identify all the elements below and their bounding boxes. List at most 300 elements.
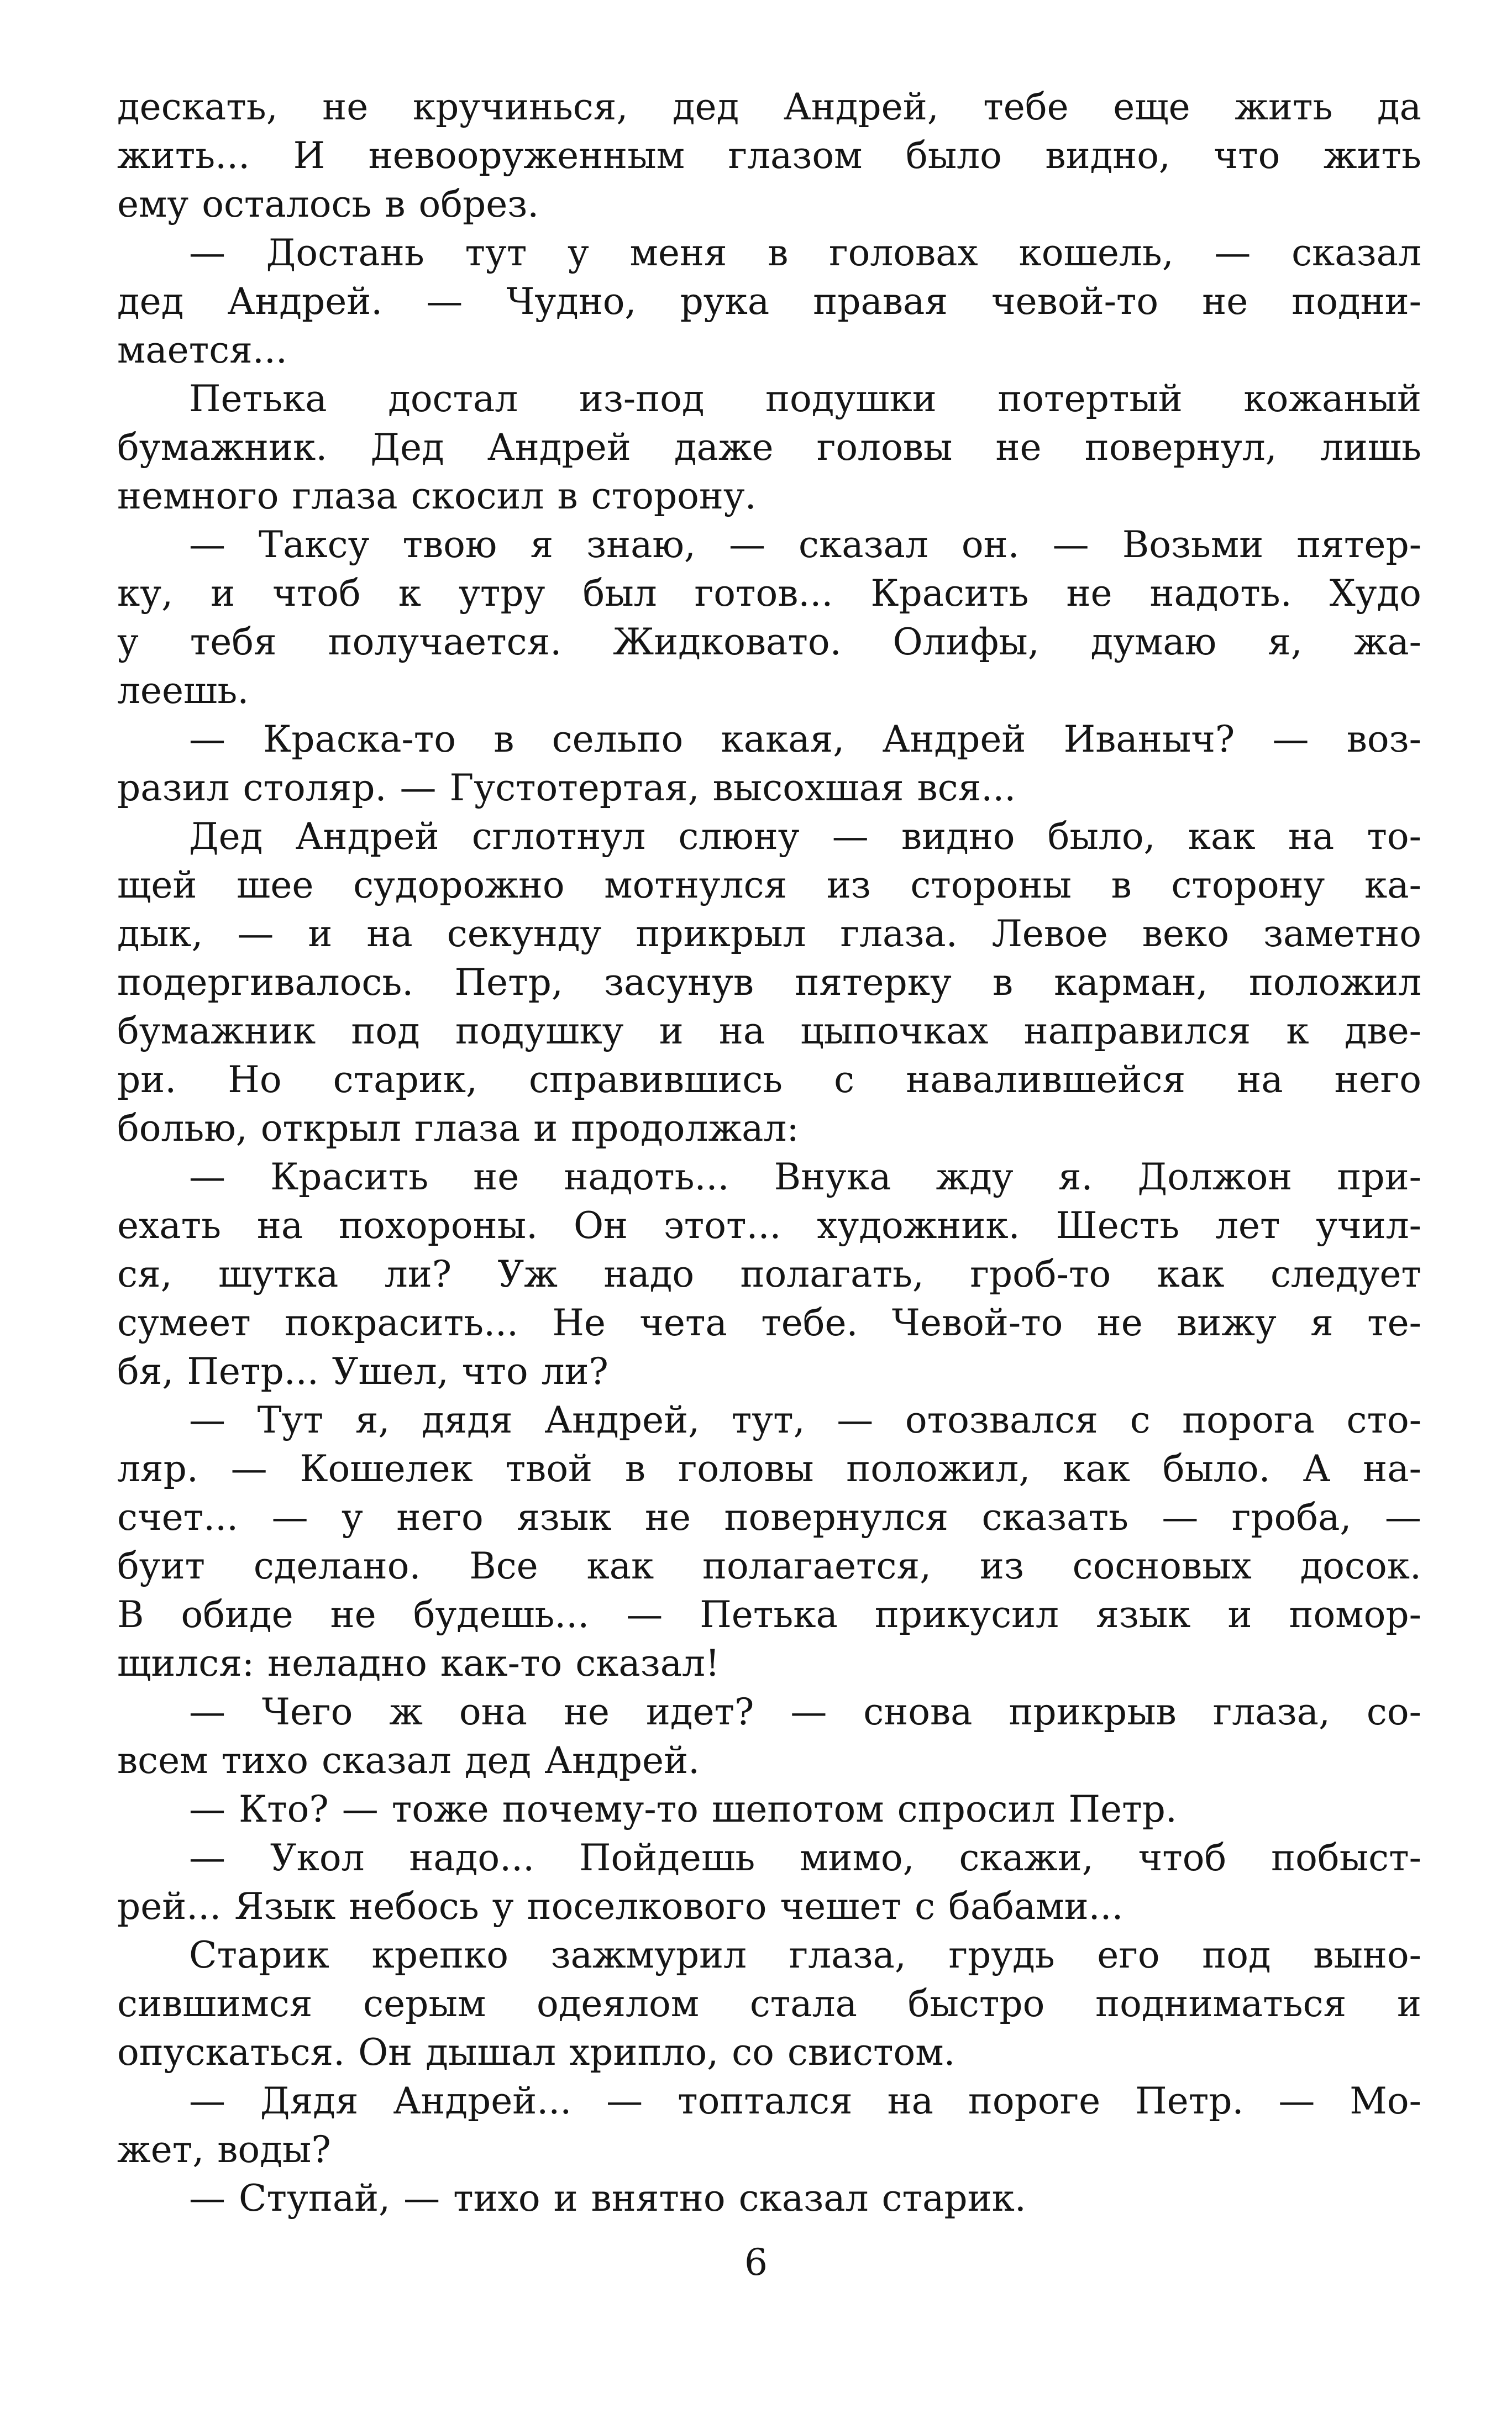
word: крепко (371, 1934, 509, 1976)
word: со- (1366, 1691, 1421, 1733)
word: неладно (267, 1642, 427, 1685)
word: — (1272, 718, 1309, 760)
word: — (189, 1788, 225, 1830)
word: твою (402, 523, 497, 566)
word: было, (1047, 815, 1156, 858)
word: Петр. (1068, 1788, 1177, 1830)
text-line (117, 2126, 1421, 2174)
word: утру (459, 572, 545, 615)
word: из (979, 1545, 1024, 1587)
text-line (117, 1153, 1421, 1202)
word: она (459, 1691, 527, 1733)
word: Пойдешь (579, 1837, 755, 1879)
text-line (117, 812, 1421, 861)
text-line (117, 910, 1421, 958)
word: быстро (907, 1982, 1045, 2025)
word: даже (674, 426, 774, 469)
word: воды? (217, 2128, 331, 2171)
word: меня (629, 232, 727, 274)
text-line (117, 1250, 1421, 1299)
word: и (1227, 1593, 1252, 1636)
word: Достань (266, 232, 424, 274)
word: дядя (421, 1399, 513, 1441)
word: ку, (117, 572, 174, 615)
word: Язык (234, 1885, 336, 1928)
word: чешет (780, 1885, 902, 1928)
word: Кошелек (300, 1447, 473, 1490)
word: дед (672, 86, 739, 128)
word: покрасить... (285, 1302, 519, 1344)
word: одеялом (537, 1982, 700, 2025)
word: рей... (117, 1885, 222, 1928)
text-line (117, 2174, 1421, 2223)
word: пороге (968, 2080, 1101, 2122)
word: то- (1367, 815, 1421, 858)
word: Андрей (487, 426, 631, 469)
word: не (563, 1691, 610, 1733)
word: Чего (261, 1691, 353, 1733)
word: тебя (190, 621, 277, 663)
text-line (117, 1056, 1421, 1104)
word: глаза (414, 1107, 521, 1150)
word: глаза, (789, 1934, 906, 1976)
word: кожаный (1243, 377, 1421, 420)
word: жду (936, 1156, 1014, 1198)
text-line (117, 861, 1421, 910)
word: осталось (202, 183, 372, 225)
word: Андрей, (544, 1399, 700, 1441)
word: сказать (981, 1496, 1128, 1539)
word: Петька (189, 377, 327, 420)
word: открыл (260, 1107, 401, 1150)
word: положил (1248, 961, 1421, 1004)
word: потертый (998, 377, 1183, 420)
word: знаю, (586, 523, 696, 566)
word: всем (117, 1739, 208, 1782)
word: будешь... (413, 1593, 590, 1636)
word: — (837, 1399, 874, 1441)
word: подушку (455, 1010, 624, 1052)
word: те- (1367, 1302, 1421, 1344)
word: — (790, 1691, 827, 1733)
word: сто- (1346, 1399, 1421, 1441)
word: Красить (270, 1156, 429, 1198)
word: пятерку (795, 961, 952, 1004)
word: Петр. (1135, 2080, 1244, 2122)
word: сказал (799, 523, 928, 566)
word: сельпо (552, 718, 684, 760)
word: не (995, 426, 1042, 469)
word: стала (749, 1982, 857, 2025)
word: на (256, 1204, 303, 1247)
word: сказал (738, 2177, 869, 2220)
text-line (117, 1591, 1421, 1639)
word: язык (517, 1496, 612, 1539)
text-line (117, 326, 1421, 375)
word: не (1202, 280, 1248, 323)
text-line (117, 1347, 1421, 1396)
word: при- (1337, 1156, 1421, 1198)
word: у (492, 1885, 514, 1928)
word: Андрей... (393, 2080, 572, 2122)
text-line (117, 1688, 1421, 1737)
word: на (887, 2080, 933, 2122)
word: — (271, 1496, 308, 1539)
text-line (117, 958, 1421, 1007)
word: мимо, (800, 1837, 915, 1879)
word: правая (813, 280, 948, 323)
word: учил- (1316, 1204, 1421, 1247)
word: его (1097, 1934, 1160, 1976)
word: отозвался (905, 1399, 1098, 1441)
text-line (117, 2028, 1421, 2077)
word: лишь (1320, 426, 1421, 469)
word: Тут (257, 1399, 324, 1441)
word: А (1303, 1447, 1331, 1490)
word: — (403, 2177, 440, 2220)
word: ему (117, 183, 189, 225)
word: буит (117, 1545, 206, 1587)
text-line (117, 1445, 1421, 1493)
word: бабами... (948, 1885, 1124, 1928)
word: в (385, 183, 406, 225)
word: него (396, 1496, 484, 1539)
word: — (189, 1156, 225, 1198)
word: головы (816, 426, 953, 469)
word: бумажник (117, 1010, 316, 1052)
word: у (117, 621, 139, 663)
word: ка- (1364, 864, 1421, 906)
word: Шесть (1056, 1204, 1180, 1247)
word: Но (228, 1058, 282, 1101)
word: веко (1142, 912, 1229, 955)
word: продолжал: (571, 1107, 799, 1150)
word: старик. (881, 2177, 1026, 2220)
word: — (400, 767, 437, 809)
word: глаза. (840, 912, 958, 955)
word: заметно (1263, 912, 1421, 955)
word: надоть. (1149, 572, 1292, 615)
word: на (1237, 1058, 1283, 1101)
word: старик, (333, 1058, 477, 1101)
text-line (117, 1542, 1421, 1591)
word: следует (1270, 1253, 1421, 1295)
word: гроба, (1231, 1496, 1352, 1539)
word: леешь. (117, 669, 249, 712)
word: выно- (1313, 1934, 1421, 1976)
word: было. (1162, 1447, 1271, 1490)
word: в (494, 718, 514, 760)
word: — (1052, 523, 1089, 566)
word: дык, (117, 912, 203, 955)
word: — (230, 1447, 267, 1490)
word: судорожно (353, 864, 565, 906)
word: ехать (117, 1204, 222, 1247)
word: грудь (948, 1934, 1055, 1976)
word: сившимся (117, 1982, 313, 2025)
word: серым (363, 1982, 486, 2025)
word: готов... (694, 572, 833, 615)
word: щился: (117, 1642, 255, 1685)
text-line (117, 180, 1421, 229)
word: Внука (774, 1156, 891, 1198)
word: Он (358, 2031, 413, 2074)
word: — (189, 1837, 225, 1879)
word: жет, (117, 2128, 204, 2171)
word: Красить (870, 572, 1029, 615)
word: Дядя (260, 2080, 359, 2122)
word: свистом. (787, 2031, 956, 2074)
word: у (342, 1496, 363, 1539)
word: невооруженным (368, 134, 685, 177)
word: под (1202, 1934, 1271, 1976)
word: к (1286, 1010, 1309, 1052)
word: Он (573, 1204, 628, 1247)
text-line (117, 1882, 1421, 1931)
word: — (189, 718, 225, 760)
word: сторону (1171, 864, 1325, 906)
word: чета (639, 1302, 727, 1344)
word: счет... (117, 1496, 239, 1539)
word: глаза, (1212, 1691, 1330, 1733)
word: как (1157, 1253, 1225, 1295)
text-line (117, 1834, 1421, 1882)
word: В (117, 1593, 144, 1636)
word: слюну (678, 815, 800, 858)
word: не (645, 1496, 691, 1539)
word: немного (117, 475, 279, 517)
word: Должон (1137, 1156, 1293, 1198)
word: справившись (529, 1058, 783, 1101)
word: жа- (1353, 621, 1421, 663)
word: Старик (189, 1934, 329, 1976)
word: дескать, (117, 86, 278, 128)
word: полагается, (702, 1545, 932, 1587)
word: думаю (1090, 621, 1217, 663)
word: — (1214, 232, 1251, 274)
word: что (1214, 134, 1280, 177)
word: головах (829, 232, 978, 274)
word: я (1310, 1302, 1334, 1344)
word: Краска-то (263, 718, 456, 760)
word: дед (464, 1739, 532, 1782)
word: — (426, 280, 463, 323)
word: и (211, 572, 235, 615)
word: стороны (910, 864, 1072, 906)
word: повернул, (1084, 426, 1277, 469)
word: со (732, 2031, 774, 2074)
word: сторону. (591, 475, 757, 517)
word: тут, (731, 1399, 805, 1441)
text-line (117, 1980, 1421, 2028)
word: Андрей, (783, 86, 939, 128)
word: хрипло, (569, 2031, 719, 2074)
text-line (117, 423, 1421, 472)
word: — (606, 2080, 643, 2122)
word: на (718, 1010, 765, 1052)
text-line (117, 229, 1421, 277)
word: я (530, 523, 554, 566)
text-line (117, 1299, 1421, 1347)
word: тебе (983, 86, 1069, 128)
word: тихо (453, 2177, 540, 2220)
word: высохшая (712, 767, 904, 809)
word: болью, (117, 1107, 248, 1150)
text-line (117, 2077, 1421, 2126)
word: и (1397, 1982, 1421, 2025)
word: в (624, 1447, 646, 1490)
text-line (117, 1931, 1421, 1980)
word: кошель, (1019, 232, 1174, 274)
word: прикрыв (1009, 1691, 1177, 1733)
text-line (117, 277, 1421, 326)
word: Жидковато. (613, 621, 842, 663)
word: — (626, 1593, 663, 1636)
word: Андрей (295, 815, 439, 858)
word: рука (680, 280, 770, 323)
word: был (582, 572, 657, 615)
word: ли? (541, 1350, 608, 1393)
word: — (1384, 1496, 1421, 1539)
word: и (659, 1010, 684, 1052)
word: и (553, 2177, 578, 2220)
word: Худо (1329, 572, 1421, 615)
word: глаза (292, 475, 398, 517)
text-line (117, 375, 1421, 423)
word: достал (388, 377, 518, 420)
word: не (1096, 1302, 1143, 1344)
text-line (117, 1007, 1421, 1056)
word: надо (603, 1253, 695, 1295)
word: шепотом (711, 1788, 884, 1830)
text-line (117, 1396, 1421, 1445)
word: идет? (645, 1691, 754, 1733)
word: карман, (1054, 961, 1208, 1004)
word: топтался (678, 2080, 853, 2122)
word: бумажник. (117, 426, 328, 469)
word: скажи, (959, 1837, 1094, 1879)
word: навалившейся (906, 1058, 1186, 1101)
word: как (1188, 815, 1256, 858)
word: секунду (447, 912, 602, 955)
word: — (189, 1691, 225, 1733)
word: снова (863, 1691, 973, 1733)
word: в (557, 475, 578, 517)
word: получается. (328, 621, 562, 663)
word: порога (1182, 1399, 1315, 1441)
word: — (189, 2080, 225, 2122)
word: Чудно, (506, 280, 637, 323)
word: жить (1235, 86, 1333, 128)
word: кручинься, (412, 86, 628, 128)
word: столяр. (243, 767, 387, 809)
word: и (308, 912, 333, 955)
word: опускаться. (117, 2031, 345, 2074)
word: гроб-то (970, 1253, 1111, 1295)
word: Олифы, (893, 621, 1040, 663)
word: Дед (370, 426, 444, 469)
word: ж (389, 1691, 423, 1733)
word: в (1111, 864, 1132, 906)
word: — (728, 523, 765, 566)
word: я, (1268, 621, 1303, 663)
word: Укол (270, 1837, 365, 1879)
word: сделано. (253, 1545, 421, 1587)
word: Андрей (882, 718, 1026, 760)
word: — (237, 912, 274, 955)
word: обиде (181, 1593, 293, 1636)
word: у (568, 232, 589, 274)
word: с (834, 1058, 855, 1101)
word: Чевой-то (891, 1302, 1063, 1344)
word: Левое (991, 912, 1108, 955)
word: под (351, 1010, 420, 1052)
text-line (117, 1104, 1421, 1153)
word: подни- (1292, 280, 1421, 323)
word: какая, (721, 718, 845, 760)
word: подушки (765, 377, 937, 420)
word: — (832, 815, 869, 858)
word: тут (465, 232, 527, 274)
word: из-под (579, 377, 705, 420)
word: надо... (409, 1837, 535, 1879)
word: Дед (189, 815, 263, 858)
word: поселкового (527, 1885, 767, 1928)
word: подниматься (1095, 1982, 1347, 2025)
word: скосил (411, 475, 544, 517)
word: ри. (117, 1058, 177, 1101)
word: с (1130, 1399, 1151, 1441)
word: воз- (1346, 718, 1421, 760)
word: чевой-то (991, 280, 1159, 323)
word: сосновых (1072, 1545, 1252, 1587)
word: похороны. (338, 1204, 538, 1247)
text-line (117, 1737, 1421, 1785)
word: как (586, 1545, 654, 1587)
word: Мо- (1350, 2080, 1421, 2122)
word: к (398, 572, 421, 615)
word: две- (1344, 1010, 1421, 1052)
word: что (461, 1350, 528, 1393)
word: него (1334, 1058, 1421, 1101)
word: на- (1363, 1447, 1421, 1490)
word: спросил (897, 1788, 1056, 1830)
word: зажмурил (550, 1934, 747, 1976)
word: полагать, (740, 1253, 924, 1295)
word: ся, (117, 1253, 172, 1295)
word: сказал (1292, 232, 1421, 274)
word: бя, (117, 1350, 174, 1393)
word: И (293, 134, 326, 177)
text-line (117, 618, 1421, 667)
word: не (322, 86, 369, 128)
text-line (117, 472, 1421, 521)
word: прикрыл (636, 912, 806, 955)
word: лет (1215, 1204, 1280, 1247)
word: досок. (1300, 1545, 1421, 1587)
word: Таксу (259, 523, 370, 566)
word: дед (117, 280, 184, 323)
word: шее (237, 864, 314, 906)
text-line (117, 521, 1421, 569)
text-line (117, 83, 1421, 132)
text-line (117, 667, 1421, 715)
word: глазом (728, 134, 863, 177)
word: — (342, 1788, 379, 1830)
word: ли? (384, 1253, 452, 1295)
word: надоть... (564, 1156, 729, 1198)
word: жить... (117, 134, 250, 177)
